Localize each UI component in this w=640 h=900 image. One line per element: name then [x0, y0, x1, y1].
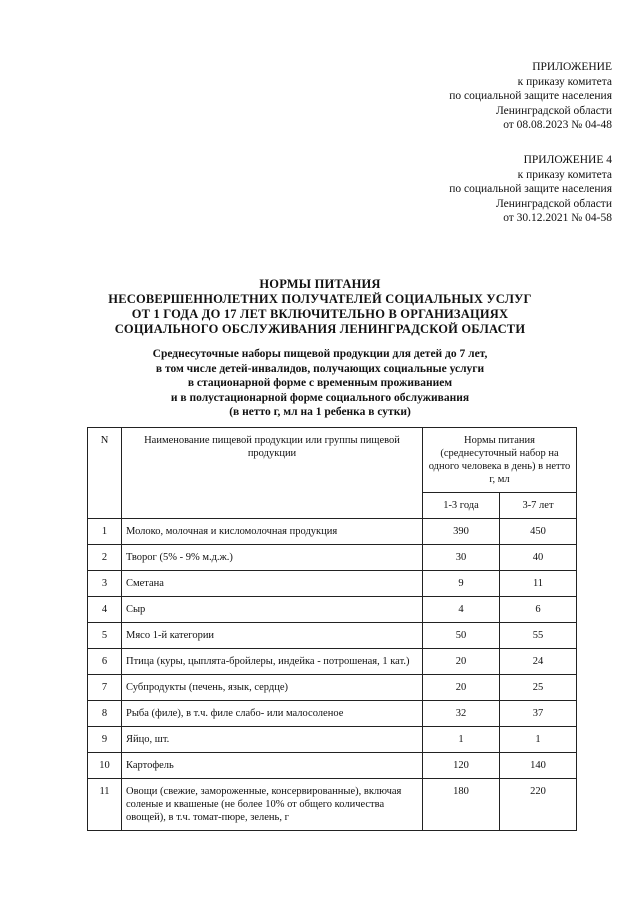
row-number: 4: [88, 597, 122, 623]
document-title: [0, 277, 640, 337]
table-row: [88, 779, 577, 831]
appendix-line: ПРИЛОЖЕНИЕ: [532, 61, 612, 73]
subtitle-line: и в полустационарной форме социального обслуживания: [170, 391, 470, 404]
row-value-1-3: 20: [423, 675, 500, 701]
row-product-name: Молоко, молочная и кисломолочная продукция: [122, 519, 423, 545]
appendix-block-original: [449, 153, 612, 226]
row-number: 6: [88, 649, 122, 675]
appendix-block-current: [449, 60, 612, 133]
appendix-line: от 08.08.2023 № 04-48: [503, 119, 612, 131]
header-number: N: [88, 428, 122, 519]
table-row: [88, 623, 577, 649]
row-value-3-7: 25: [500, 675, 577, 701]
row-product-name: Овощи (свежие, замороженные, консервированные), включая соленые и квашеные (не более 10% от общего количества овощей), в т.ч. томат-пюре, зелень, г: [122, 779, 423, 831]
appendix-line: по социальной защите населения: [449, 183, 612, 195]
header-norms: Нормы питания (среднесуточный набор на одного человека в день) в нетто г, мл: [423, 428, 577, 493]
row-value-3-7: 6: [500, 597, 577, 623]
title-line: СОЦИАЛЬНОГО ОБСЛУЖИВАНИЯ ЛЕНИНГРАДСКОЙ ОБЛАСТИ: [114, 322, 526, 336]
row-number: 8: [88, 701, 122, 727]
row-value-1-3: 120: [423, 753, 500, 779]
row-product-name: Субпродукты (печень, язык, сердце): [122, 675, 423, 701]
row-value-3-7: 24: [500, 649, 577, 675]
row-product-name: Сыр: [122, 597, 423, 623]
row-number: 3: [88, 571, 122, 597]
table-row: [88, 545, 577, 571]
appendix-line: по социальной защите населения: [449, 90, 612, 102]
row-value-1-3: 180: [423, 779, 500, 831]
table-row: [88, 519, 577, 545]
row-number: 9: [88, 727, 122, 753]
table-row: [88, 597, 577, 623]
row-value-3-7: 220: [500, 779, 577, 831]
row-number: 10: [88, 753, 122, 779]
row-value-1-3: 32: [423, 701, 500, 727]
row-value-3-7: 37: [500, 701, 577, 727]
subtitle-line: в том числе детей-инвалидов, получающих социальные услуги: [155, 362, 485, 375]
table-row: [88, 571, 577, 597]
appendix-line: к приказу комитета: [517, 168, 612, 181]
title-line: НЕСОВЕРШЕННОЛЕТНИХ ПОЛУЧАТЕЛЕЙ СОЦИАЛЬНЫХ УСЛУГ: [108, 292, 532, 306]
row-value-1-3: 9: [423, 571, 500, 597]
row-value-1-3: 4: [423, 597, 500, 623]
row-value-3-7: 1: [500, 727, 577, 753]
appendix-line: Ленинградской области: [495, 104, 612, 117]
row-number: 2: [88, 545, 122, 571]
appendix-line: от 30.12.2021 № 04-58: [503, 212, 612, 224]
row-value-1-3: 1: [423, 727, 500, 753]
row-product-name: Сметана: [122, 571, 423, 597]
table-row: [88, 727, 577, 753]
header-age-3-7: 3-7 лет: [500, 493, 577, 519]
header-product-name: Наименование пищевой продукции или группы пищевой продукции: [122, 428, 423, 519]
row-product-name: Творог (5% - 9% м.д.ж.): [122, 545, 423, 571]
row-value-1-3: 50: [423, 623, 500, 649]
table-row: [88, 753, 577, 779]
title-line: НОРМЫ ПИТАНИЯ: [259, 277, 381, 291]
row-value-1-3: 20: [423, 649, 500, 675]
row-value-3-7: 140: [500, 753, 577, 779]
appendix-line: к приказу комитета: [517, 75, 612, 88]
table-row: [88, 701, 577, 727]
table-header-row: [88, 428, 577, 493]
appendix-line: ПРИЛОЖЕНИЕ 4: [523, 154, 612, 166]
row-number: 1: [88, 519, 122, 545]
row-value-1-3: 30: [423, 545, 500, 571]
row-number: 5: [88, 623, 122, 649]
row-value-3-7: 11: [500, 571, 577, 597]
row-product-name: Птица (куры, цыплята-бройлеры, индейка - потрошеная, 1 кат.): [122, 649, 423, 675]
appendix-line: Ленинградской области: [495, 197, 612, 210]
subtitle-line: (в нетто г, мл на 1 ребенка в сутки): [229, 406, 411, 418]
row-product-name: Картофель: [122, 753, 423, 779]
header-age-1-3: 1-3 года: [423, 493, 500, 519]
table-row: [88, 649, 577, 675]
row-product-name: Мясо 1-й категории: [122, 623, 423, 649]
row-number: 7: [88, 675, 122, 701]
row-product-name: Рыба (филе), в т.ч. филе слабо- или малосоленое: [122, 701, 423, 727]
table-row: [88, 675, 577, 701]
row-value-3-7: 450: [500, 519, 577, 545]
document-subtitle: [0, 347, 640, 420]
row-product-name: Яйцо, шт.: [122, 727, 423, 753]
table-body: [88, 519, 577, 831]
title-line: ОТ 1 ГОДА ДО 17 ЛЕТ ВКЛЮЧИТЕЛЬНО В ОРГАНИЗАЦИЯХ: [131, 307, 509, 321]
nutrition-norms-table: [87, 427, 577, 831]
row-number: 11: [88, 779, 122, 831]
row-value-3-7: 55: [500, 623, 577, 649]
subtitle-line: в стационарной форме с временным проживанием: [187, 377, 453, 389]
subtitle-line: Среднесуточные наборы пищевой продукции для детей до 7 лет,: [152, 348, 488, 360]
row-value-3-7: 40: [500, 545, 577, 571]
row-value-1-3: 390: [423, 519, 500, 545]
